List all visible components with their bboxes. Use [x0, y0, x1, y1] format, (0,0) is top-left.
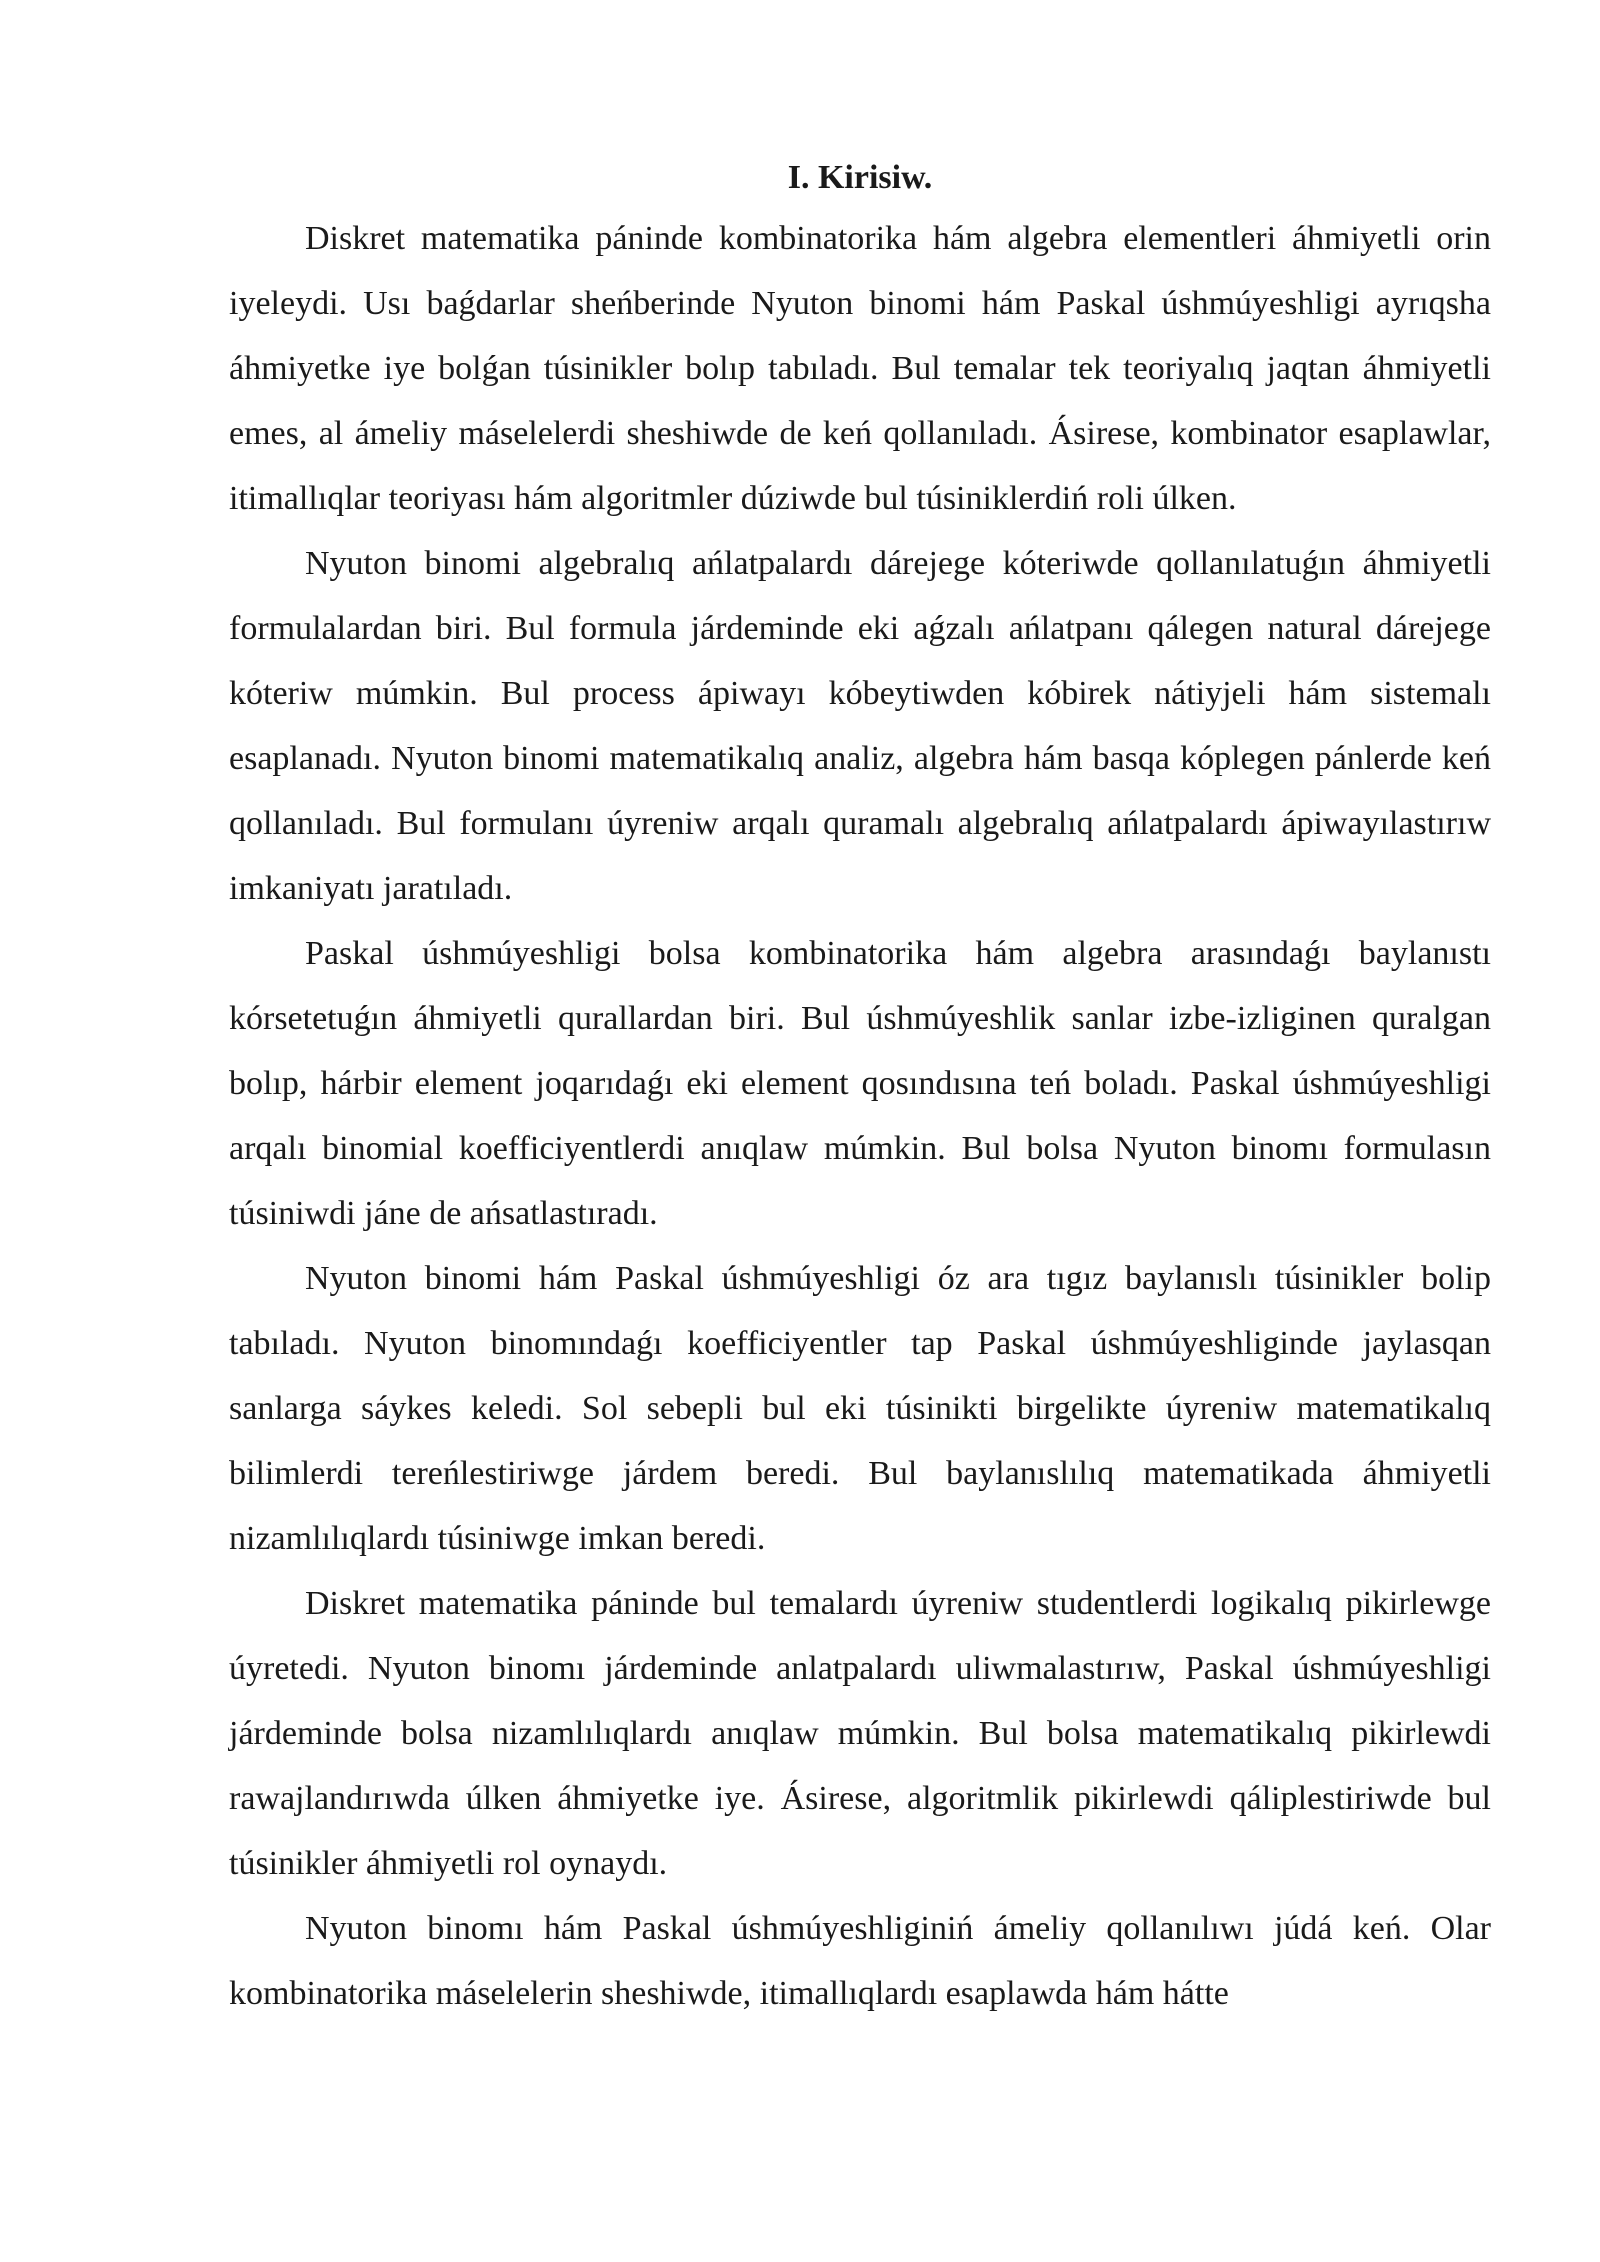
- paragraph-1: Diskret matematika páninde kombinatorika hám algebra elementleri áhmiyetli orin iyeleydi. Usı baǵdarlar sheńberinde Nyuton binomi hám Paskal úshmúyeshligi ayrıqsha áhmiyetke iye bolǵan túsinikler bolıp tabıladı. Bul temalar tek teoriyalıq jaqtan áhmiyetli emes, al ámeliy máselelerdi sheshiwde de keń qollanıladı. Ásirese, kombinator esaplawlar, itimallıqlar teoriyası hám algoritmler dúziwde bul túsiniklerdiń roli úlken.: [229, 220, 1491, 517]
- paragraph-4: Nyuton binomi hám Paskal úshmúyeshligi óz ara tıgız baylanıslı túsinikler bolip tabıladı. Nyuton binomındaǵı koefficiyentler tap Paskal úshmúyeshliginde jaylasqan sanlarga sáykes keledi. Sol sebepli bul eki túsinikti birgelikte úyreniw matematikalıq bilimlerdi tereńlestiriwge járdem beredi. Bul baylanıslılıq matematikada áhmiyetli nizamlılıqlardı túsiniwge imkan beredi.: [229, 1260, 1491, 1557]
- paragraph-2: Nyuton binomi algebralıq ańlatpalardı dárejege kóteriwde qollanılatuǵın áhmiyetli formulalardan biri. Bul formula járdeminde eki aǵzalı ańlatpanı qálegen natural dárejege kóteriw múmkin. Bul process ápiwayı kóbeytiwden kóbirek nátiyjeli hám sistemalı esaplanadı. Nyuton binomi matematikalıq analiz, algebra hám basqa kóplegen pánlerde keń qollanıladı. Bul formulanı úyreniw arqalı quramalı algebralıq ańlatpalardı ápiwayılastırıw imkaniyatı jaratıladı.: [229, 545, 1491, 907]
- paragraph-5: Diskret matematika páninde bul temalardı úyreniw studentlerdi logikalıq pikirlewge úyretedi. Nyuton binomı járdeminde anlatpalardı uliwmalastırıw, Paskal úshmúyeshligi járdeminde bolsa nizamlılıqlardı anıqlaw múmkin. Bul bolsa matematikalıq pikirlewdi rawajlandırıwda úlken áhmiyetke iye. Ásirese, algoritmlik pikirlewdi qáliplestiriwde bul túsinikler áhmiyetli rol oynaydı.: [229, 1585, 1491, 1882]
- paragraph-6: Nyuton binomı hám Paskal úshmúyeshliginiń ámeliy qollanılıwı júdá keń. Olar kombinatorika máselelerin sheshiwde, itimallıqlardı esaplawda hám hátte: [229, 1910, 1491, 2012]
- section-heading: I. Kirisiw.: [787, 159, 933, 196]
- paragraph-3: Paskal úshmúyeshligi bolsa kombinatorika hám algebra arasındaǵı baylanıstı kórsetetuǵın áhmiyetli qurallardan biri. Bul úshmúyeshlik sanlar izbe-izliginen quralgan bolıp, hárbir element joqarıdaǵı eki element qosındısına teń boladı. Paskal úshmúyeshligi arqalı binomial koefficiyentlerdi anıqlaw múmkin. Bul bolsa Nyuton binomı formulasın túsiniwdi jáne de ańsatlastıradı.: [229, 935, 1491, 1232]
- document-page: [229, 150, 1491, 2026]
